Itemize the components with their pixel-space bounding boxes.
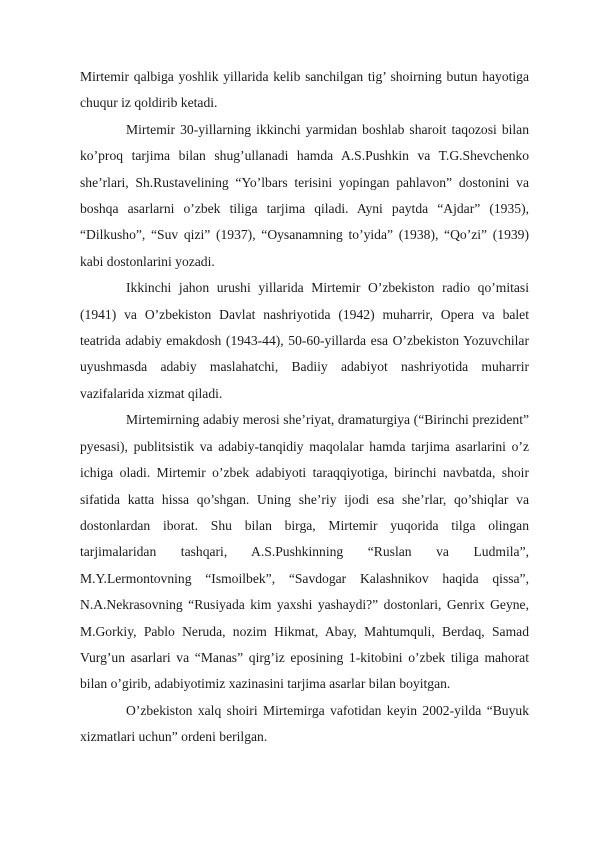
paragraph-continuation: Mirtemir qalbiga yoshlik yillarida kelib sanchilgan tig’ shoirning butun hayotiga chuqur iz qoldirib ketadi.	[80, 69, 529, 111]
paragraph-literary-legacy: Mirtemirning adabiy merosi she’riyat, dramaturgiya (“Birinchi prezident” pyesasi), publitsistik va adabiy-tanqidiy maqolalar hamda tarjima asarlarini o’z ichiga oladi. Mirtemir o’zbek adabiyoti taraqqiyotiga, birinchi navbatda, shoir sifatida katta hissa qo’shgan. Uning she’riy ijodi esa she’rlar, qo’shiqlar va dostonlardan iborat. Shu bilan birga, Mirtemir yuqorida tilga olingan tarjimalaridan tashqari, A.S.Pushkinning “Ruslan va Ludmila”, M.Y.Lermontovning “Ismoilbek”, “Savdogar Kalashnikov haqida qissa”, N.A.Nekrasovning “Rusiyada kim yaxshi yashaydi?” dostonlari, Genrix Geyne, M.Gorkiy, Pablo Neruda, nozim Hikmat, Abay, Mahtumquli, Berdaq, Samad Vurg’un asarlari va “Manas” qirg’iz eposining 1-kitobini o’zbek tiliga mahorat bilan o’girib, adabiyotimiz xazinasini tarjima asarlar bilan boyitgan.	[80, 412, 529, 692]
paragraph-translation-work: Mirtemir 30-yillarning ikkinchi yarmidan boshlab sharoit taqozosi bilan ko’proq tarjima bilan shug’ullanadi hamda A.S.Pushkin va T.G.Shevchenko she’rlari, Sh.Rustavelining “Yo’lbars terisini yopingan pahlavon” dostonini va boshqa asarlarni o’zbek tiliga tarjima qiladi. Ayni paytda “Ajdar” (1935), “Dilkusho”, “Suv qizi” (1937), “Oysanamning to’yida” (1938), “Qo’zi” (1939) kabi dostonlarini yozadi.	[80, 121, 529, 269]
body-text	[80, 64, 529, 751]
paragraph-war-years: Ikkinchi jahon urushi yillarida Mirtemir O’zbekiston radio qo’mitasi (1941) va O’zbekiston Davlat nashriyotida (1942) muharrir, Opera va balet teatrida adabiy emakdosh (1943-44), 50-60-yillarda esa O’zbekiston Yozuvchilar uyushmasda adabiy maslahatchi, Badiiy adabiyot nashriyotida muharrir vazifalarida xizmat qiladi.	[80, 280, 529, 401]
paragraph-award: O’zbekiston xalq shoiri Mirtemirga vafotidan keyin 2002-yilda “Buyuk xizmatlari uchun” ordeni berilgan.	[80, 702, 529, 745]
